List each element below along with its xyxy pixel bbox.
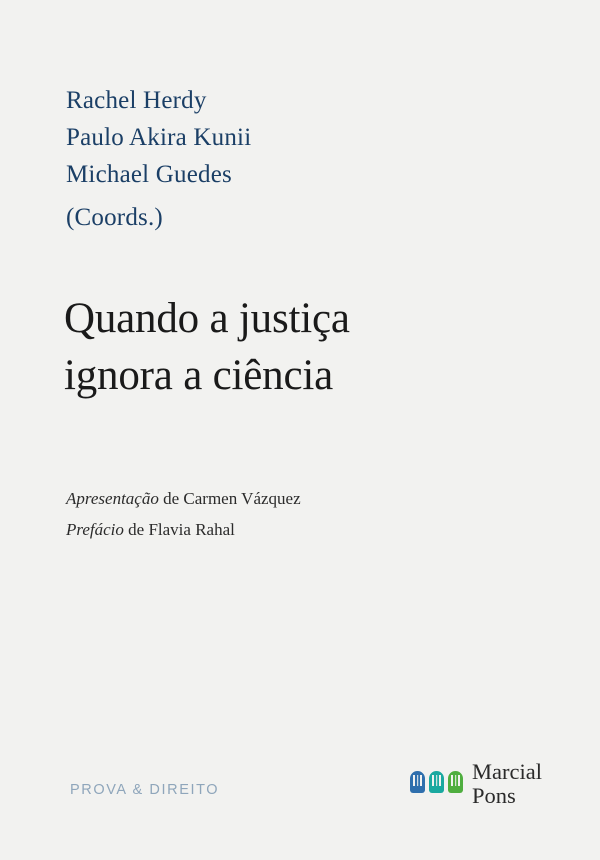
credits-block (66, 483, 536, 545)
logo-mark-teal-icon (429, 771, 444, 793)
author-name: Rachel Herdy (66, 87, 207, 114)
presentation-author: de Carmen Vázquez (158, 489, 301, 508)
publisher-name (472, 760, 542, 808)
page-title (64, 290, 534, 404)
authors-block (66, 82, 526, 236)
presentation-label: Apresentação (66, 489, 159, 508)
publisher-name-line-2: Pons (472, 783, 516, 808)
preface-author: de Flavia Rahal (123, 520, 235, 539)
logo-mark-blue-icon (410, 771, 425, 793)
publisher-logo (410, 760, 542, 808)
title-line-1: Quando a justiça (64, 295, 350, 342)
publisher-name-line-1: Marcial (472, 759, 542, 784)
series-label: PROVA & DIREITO (70, 782, 220, 798)
author-name: Paulo Akira Kunii (66, 124, 252, 151)
logo-mark-green-icon (448, 771, 463, 793)
author-name: Michael Guedes (66, 161, 232, 188)
authors-role: (Coords.) (66, 204, 163, 231)
preface-credit (66, 514, 536, 545)
publisher-mark-icon (410, 771, 463, 797)
title-line-2: ignora a ciência (64, 352, 333, 399)
preface-label: Prefácio (66, 520, 124, 539)
presentation-credit (66, 483, 536, 514)
